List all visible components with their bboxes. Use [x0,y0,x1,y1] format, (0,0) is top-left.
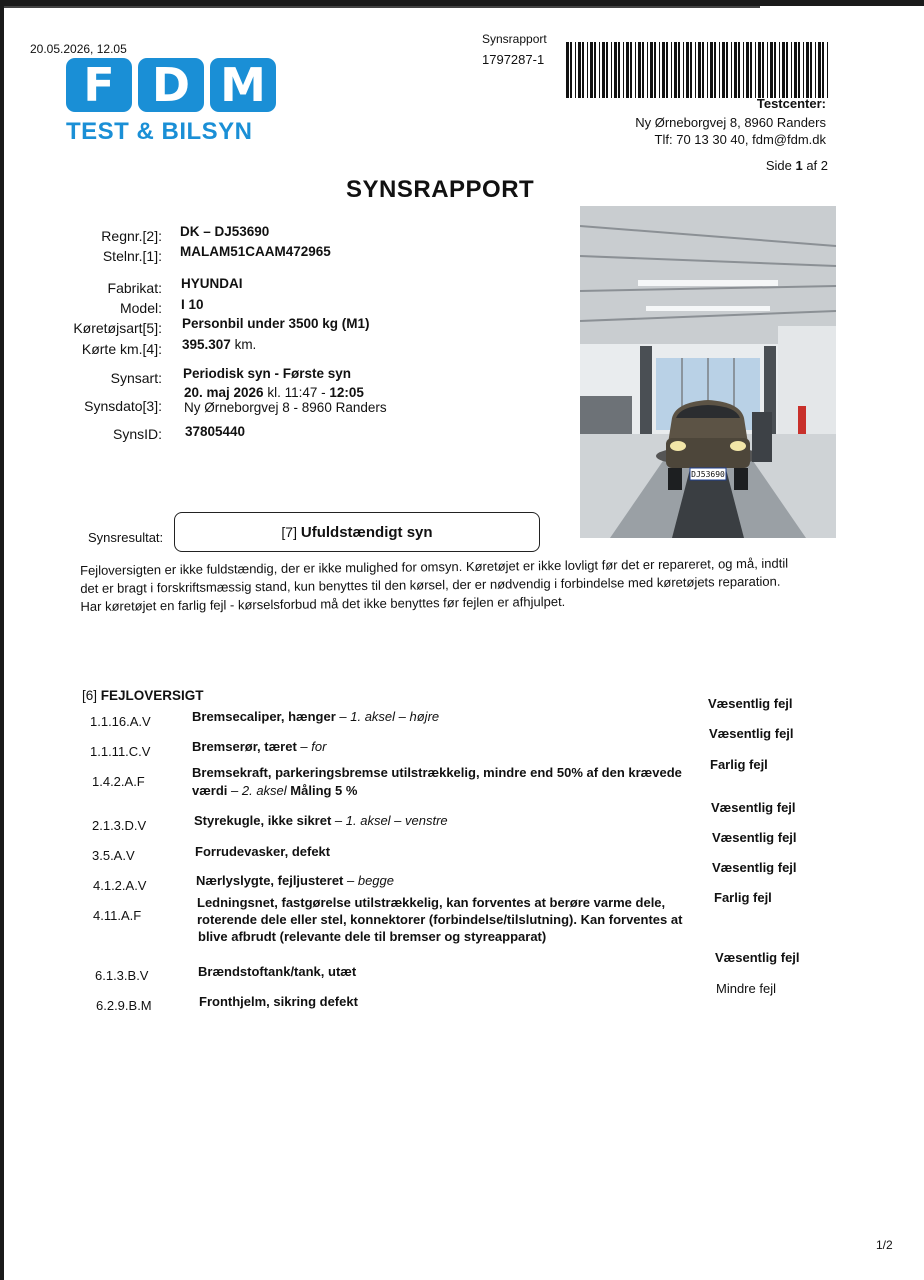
stelnr-value: MALAM51CAAM472965 [180,244,331,259]
barcode-image [566,42,830,98]
testcenter-title: Testcenter: [756,96,826,111]
logo-subtitle: TEST & BILSYN [66,118,253,145]
scan-timestamp: 20.05.2026, 12.05 [30,42,127,56]
testcenter-info [635,114,826,148]
synssted-value: Ny Ørneborgvej 8 - 8960 Randers [184,400,387,415]
synsart-value: Periodisk syn - Første syn [183,366,352,381]
fabrikat-value: HYUNDAI [181,276,243,291]
synsid-value: 37805440 [185,424,246,439]
regnr-value: DK – DJ53690 [180,224,270,239]
result-box [174,512,540,552]
fabrikat-label: Fabrikat: [107,280,162,296]
model-value: I 10 [181,297,204,312]
synsdato-label: Synsdato[3]: [84,398,162,414]
koretojsart-label: Køretøjsart[5]: [73,320,162,336]
result-note: Fejloversigten er ikke fuldstændig, der er ikke mulighed for omsyn. Køretøjet er ikke lovligt før det er repareret, og må, indtil det er bragt i forskriftsmæssig stand, kun benyttes til den kørsel, der er nødvendig i forbindelse med køretøjets reparation. Har køretøjet en farlig fejl - kørselsforbud må det ikke benyttes før fejlen er afhjulpet. [80,555,789,614]
synsart-label: Synsart: [110,370,162,386]
result-label: Synsresultat: [88,530,164,545]
license-plate: DJ53690 [691,470,725,479]
report-number: 1797287-1 [482,52,545,67]
report-label: Synsrapport [482,32,547,46]
vehicle-photo [580,206,836,538]
synsdato-value: 20. maj 2026 kl. 11:47 - 12:05 [184,385,364,400]
result-text: Ufuldstændigt syn [300,524,433,541]
page-indicator: Side 1 af 2 [765,158,828,173]
logo-letter-f: F [66,58,132,112]
fault-list-heading: [6] FEJLOVERSIGT [82,688,204,703]
result-code: [7] [281,524,301,540]
document-title: SYNSRAPPORT [346,176,535,203]
logo-letter-d: D [138,58,204,112]
fdm-logo [66,58,276,148]
testcenter-address: Ny Ørneborgvej 8, 8960 Randers [635,115,826,130]
testcenter-contact: Tlf: 70 13 30 40, fdm@fdm.dk [654,132,826,147]
scan-top-edge-shadow [0,6,760,8]
logo-letter-m: M [210,58,276,112]
model-label: Model: [119,300,162,316]
koretojsart-value: Personbil under 3500 kg (M1) [182,316,370,331]
scan-left-edge [0,0,4,1280]
page-counter: 1/2 [876,1238,893,1252]
km-value: 395.307 km. [182,337,257,352]
synsid-label: SynsID: [112,426,162,442]
stelnr-label: Stelnr.[1]: [102,248,162,264]
regnr-label: Regnr.[2]: [101,228,162,244]
km-label: Kørte km.[4]: [81,341,162,357]
